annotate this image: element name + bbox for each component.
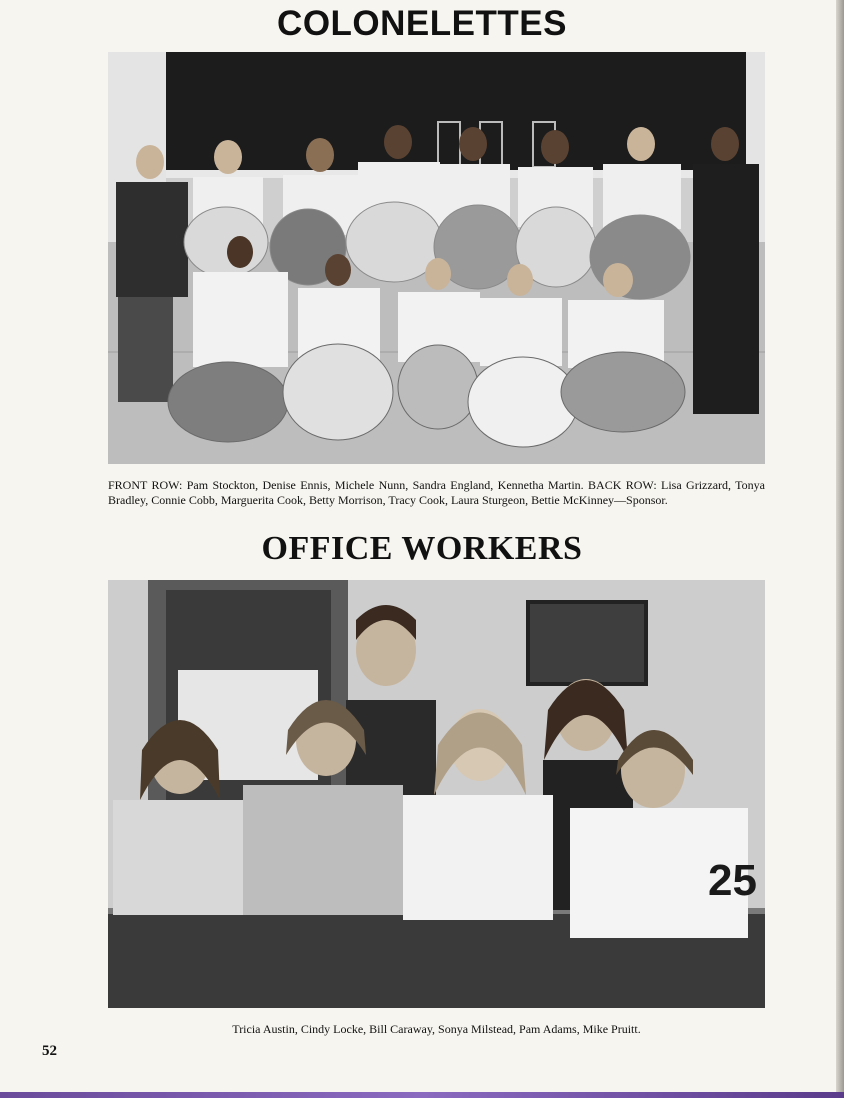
section-title-colonelettes: COLONELETTES [277, 4, 567, 43]
page-edge-binding [0, 1092, 844, 1098]
svg-text:25: 25 [708, 856, 757, 905]
colonelettes-photo-illustration [108, 52, 765, 464]
office-workers-photo [108, 580, 765, 1008]
page-number: 52 [42, 1043, 57, 1059]
colonelettes-caption: FRONT ROW: Pam Stockton, Denise Ennis, Michele Nunn, Sandra England, Kennetha Martin. BACK ROW: Lisa Grizzard, Tonya Bradley, Connie Cobb, Marguerita Cook, Betty Morrison, Tracy Cook, Laura Sturgeon, Bettie McKinney—Sponsor. [108, 478, 765, 507]
section-title-office-workers: OFFICE WORKERS [261, 530, 583, 567]
colonelettes-photo [108, 52, 765, 464]
office-workers-photo-illustration [108, 580, 765, 1008]
office-workers-caption: Tricia Austin, Cindy Locke, Bill Caraway, Sonya Milstead, Pam Adams, Mike Pruitt. [232, 1022, 641, 1036]
